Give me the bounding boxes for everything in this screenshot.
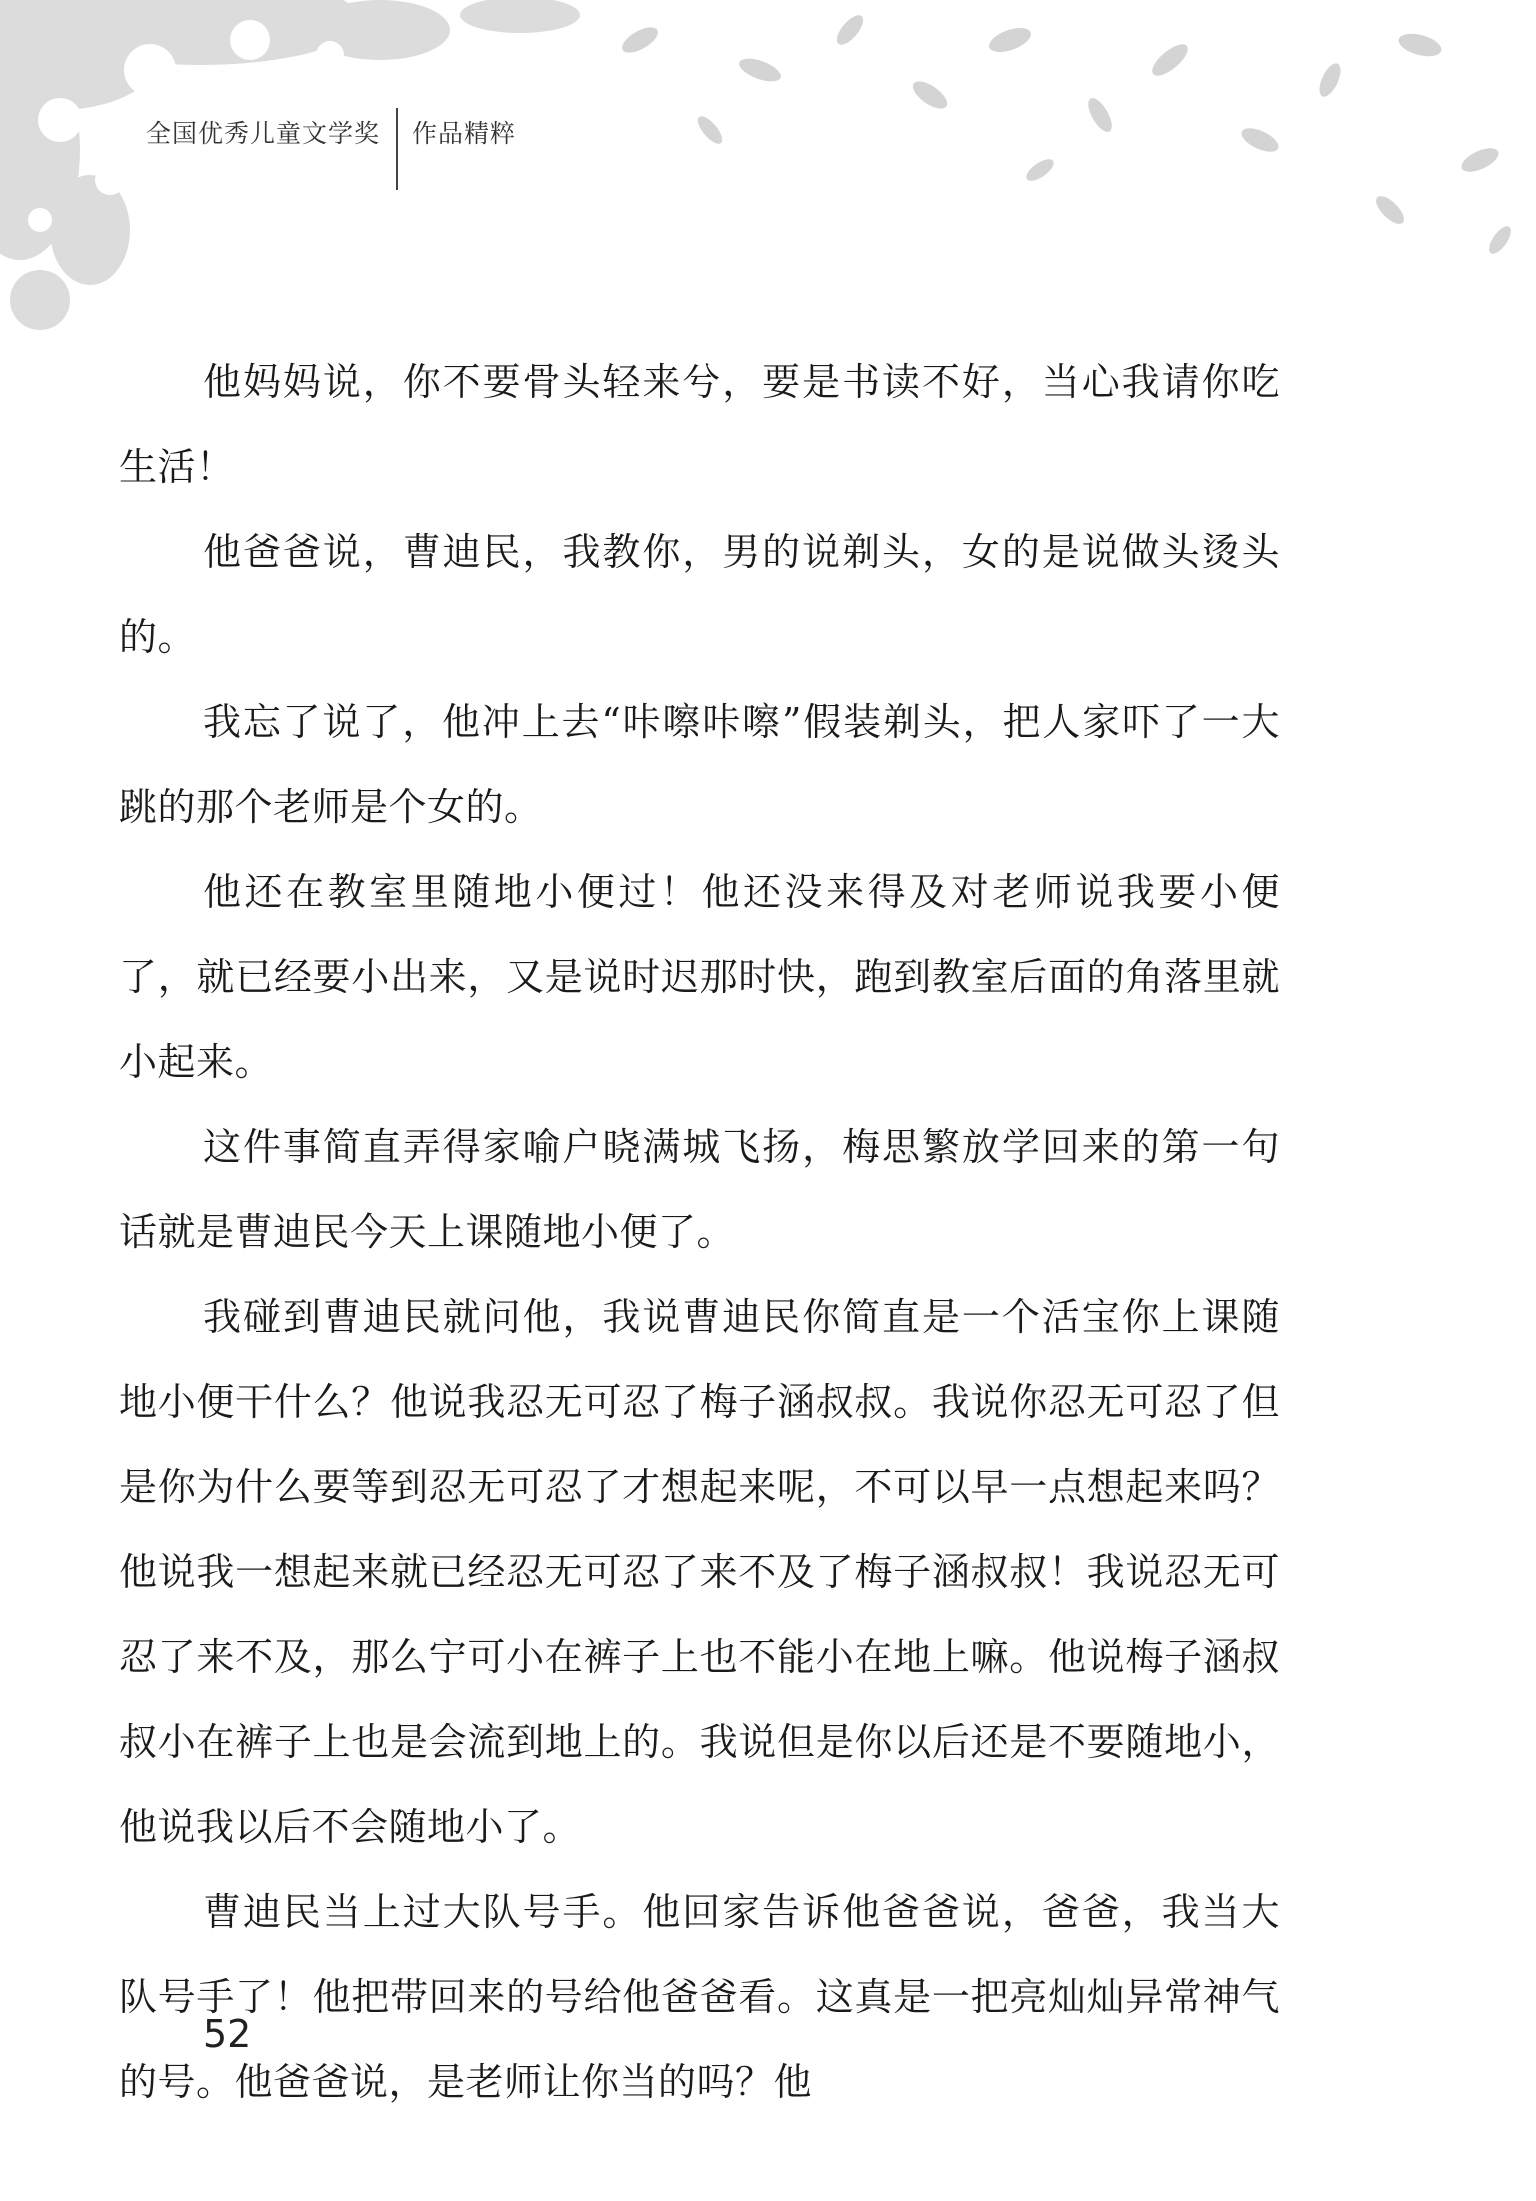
running-header xyxy=(146,108,516,190)
paragraph: 他爸爸说，曹迪民，我教你，男的说剃头，女的是说做头烫头的。 xyxy=(119,530,1280,659)
body-text xyxy=(119,340,1280,2125)
paragraph: 他妈妈说，你不要骨头轻来兮，要是书读不好，当心我请你吃生活！ xyxy=(119,360,1280,489)
paragraph: 他还在教室里随地小便过！他还没来得及对老师说我要小便了，就已经要小出来，又是说时迟那时快，跑到教室后面的角落里就小起来。 xyxy=(119,870,1280,1084)
series-title: 全国优秀儿童文学奖 xyxy=(146,119,381,148)
paragraph: 我忘了说了，他冲上去“咔嚓咔嚓”假装剃头，把人家吓了一大跳的那个老师是个女的。 xyxy=(119,700,1280,829)
paragraph: 这件事简直弄得家喻户晓满城飞扬，梅思繁放学回来的第一句话就是曹迪民今天上课随地小便了。 xyxy=(119,1125,1280,1254)
section-title: 作品精粹 xyxy=(412,119,517,148)
paragraph: 我碰到曹迪民就问他，我说曹迪民你简直是一个活宝你上课随地小便干什么？他说我忍无可忍了梅子涵叔叔。我说你忍无可忍了但是你为什么要等到忍无可忍了才想起来呢，不可以早一点想起来吗？他说我一想起来就已经忍无可忍了来不及了梅子涵叔叔！我说忍无可忍了来不及，那么宁可小在裤子上也不能小在地上嘛。他说梅子涵叔叔小在裤子上也是会流到地上的。我说但是你以后还是不要随地小，他说我以后不会随地小了。 xyxy=(119,1295,1280,1849)
paragraph: 曹迪民当上过大队号手。他回家告诉他爸爸说，爸爸，我当大队号手了！他把带回来的号给他爸爸看。这真是一把亮灿灿异常神气的号。他爸爸说，是老师让你当的吗？他 xyxy=(119,1890,1280,2104)
page-number: 52 xyxy=(203,2012,252,2056)
